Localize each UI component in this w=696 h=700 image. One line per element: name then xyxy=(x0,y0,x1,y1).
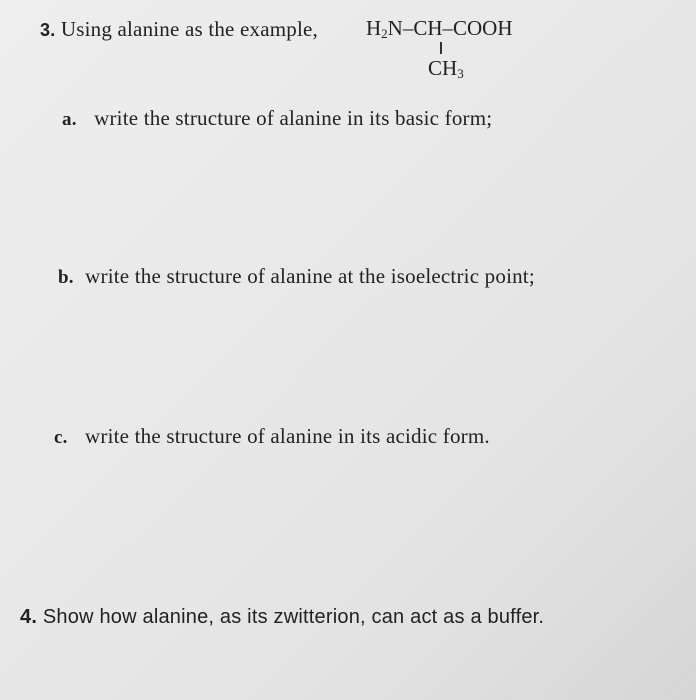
part-a-label: a. xyxy=(62,109,77,130)
part-a xyxy=(62,106,492,131)
question-4-text: Show how alanine, as its zwitterion, can act as a buffer. xyxy=(42,606,545,628)
formula-main-chain: N–CH–COOH xyxy=(387,16,513,40)
question-3-text: Using alanine as the example, xyxy=(60,17,319,41)
part-b xyxy=(58,264,535,289)
part-c-label: c. xyxy=(54,427,68,448)
part-b-label: b. xyxy=(58,267,74,288)
question-4-number: 4. xyxy=(20,606,38,628)
part-c-text: write the structure of alanine in its acidic form. xyxy=(85,424,490,448)
question-3 xyxy=(40,17,318,42)
formula-ch: CH xyxy=(428,56,458,80)
alanine-formula xyxy=(366,16,513,42)
alanine-methyl-branch xyxy=(428,56,464,82)
question-4 xyxy=(20,606,544,629)
part-a-text: write the structure of alanine in its basic form; xyxy=(94,106,493,130)
formula-sub-3: 3 xyxy=(457,66,464,81)
formula-bond-line xyxy=(440,42,442,54)
question-3-number: 3. xyxy=(40,20,56,40)
formula-sub-2: 2 xyxy=(381,26,388,41)
formula-h: H xyxy=(366,16,382,40)
part-b-text: write the structure of alanine at the isoelectric point; xyxy=(85,264,535,288)
part-c xyxy=(54,424,490,449)
